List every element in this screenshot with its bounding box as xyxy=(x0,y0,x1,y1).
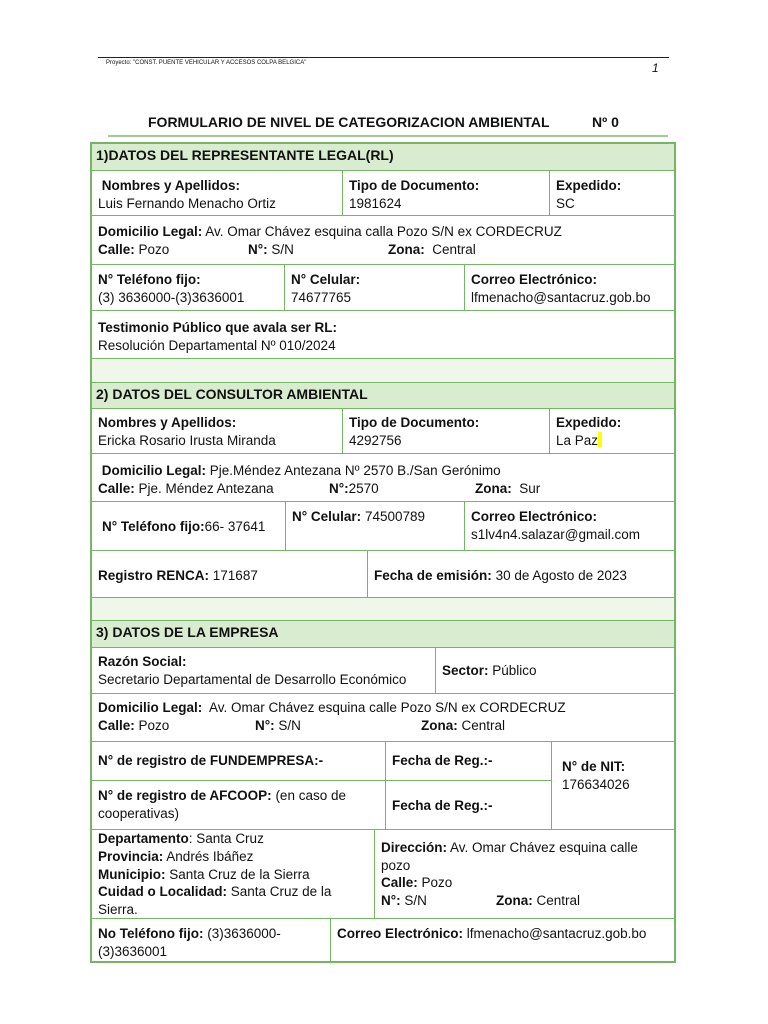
form-table xyxy=(90,142,676,963)
consultant-name-cell xyxy=(92,408,342,453)
consultant-zona-value: Sur xyxy=(519,480,541,496)
emission-date-cell xyxy=(367,550,674,597)
consultant-dom-label: Domicilio Legal: xyxy=(101,463,207,478)
rl-email-value: lfmenacho@santacruz.gob.bo xyxy=(471,289,651,305)
consultant-email-cell xyxy=(464,501,674,550)
direccion-cell xyxy=(374,829,674,918)
company-num-value: S/N xyxy=(278,717,301,733)
company-tel-label: No Teléfono fijo: xyxy=(98,926,204,941)
company-calle-label: Calle: xyxy=(98,717,135,733)
razon-label: Razón Social: xyxy=(98,654,187,669)
rl-exp-value: SC xyxy=(556,195,575,211)
company-email-cell xyxy=(330,918,674,963)
section2-header: 2) DATOS DEL CONSULTOR AMBIENTAL xyxy=(92,382,674,408)
consultant-email-label: Correo Electrónico: xyxy=(471,509,598,524)
rl-num-label: N°: xyxy=(248,241,268,257)
renca-label: Registro RENCA: xyxy=(98,568,210,583)
emission-date-value: 30 de Agosto de 2023 xyxy=(495,568,627,583)
rl-test-label: Testimonio Público que avala ser RL: xyxy=(98,320,338,335)
consultant-calle-label: Calle: xyxy=(98,480,135,496)
renca-value: 171687 xyxy=(212,568,258,583)
rl-doc-cell xyxy=(342,170,549,215)
consultant-exp-label: Expedido: xyxy=(556,415,622,430)
company-tel-cell xyxy=(92,918,330,963)
rl-dom-value: Av. Omar Chávez esquina calla Pozo S/N ex CORDECRUZ xyxy=(205,224,562,239)
consultant-tel-label: N° Teléfono fijo: xyxy=(102,519,205,534)
afcoop-note: (en caso de cooperativas) xyxy=(98,788,346,821)
rl-calle-value: Pozo xyxy=(138,241,170,257)
rl-tel-cell xyxy=(92,264,284,310)
depto-value: : Santa Cruz xyxy=(188,831,264,846)
consultant-zona-label: Zona: xyxy=(475,480,512,496)
nit-label: N° de NIT: xyxy=(562,759,626,774)
header-rule xyxy=(98,57,669,58)
zona2-label: Zona: xyxy=(496,892,533,908)
rl-num-value: S/N xyxy=(271,241,294,257)
rl-name-cell xyxy=(92,170,342,215)
sector-cell xyxy=(435,647,674,693)
consultant-name-label: Nombres y Apellidos: xyxy=(98,415,237,430)
afcoop-cell xyxy=(92,780,385,829)
fundempresa-label: N° de registro de FUNDEMPRESA:- xyxy=(98,753,324,768)
muni-label: Municipio: xyxy=(98,866,166,882)
rl-cel-value: 74677765 xyxy=(291,289,352,305)
rl-tel-value: (3) 3636000-(3)3636001 xyxy=(98,289,245,305)
blank-row-2 xyxy=(92,597,674,620)
consultant-name-value: Ericka Rosario Irusta Miranda xyxy=(98,432,276,448)
rl-doc-label: Tipo de Documento: xyxy=(349,178,480,193)
consultant-cel-label: N° Celular: xyxy=(292,509,362,524)
rl-name-label: Nombres y Apellidos: xyxy=(101,178,241,193)
razon-value: Secretario Departamental de Desarrollo Económico xyxy=(98,671,407,687)
section1-header: 1)DATOS DEL REPRESENTANTE LEGAL(RL) xyxy=(92,144,674,170)
emission-date-label: Fecha de emisión: xyxy=(374,568,492,583)
reg-date-1-cell xyxy=(385,741,551,780)
rl-zona-value: Central xyxy=(432,241,476,257)
rl-cel-cell xyxy=(284,264,464,310)
consultant-doc-label: Tipo de Documento: xyxy=(349,415,480,430)
sector-label: Sector: xyxy=(442,663,489,678)
rl-name-value: Luis Fernando Menacho Ortiz xyxy=(98,195,276,211)
company-dom-value: Av. Omar Chávez esquina calle Pozo S/N ex CORDECRUZ xyxy=(209,700,566,715)
rl-exp-cell xyxy=(549,170,674,215)
calle2-label: Calle: xyxy=(381,875,418,890)
consultant-tel-cell xyxy=(92,501,285,550)
consultant-dom-value: Pje.Méndez Antezana Nº 2570 B./San Gerónimo xyxy=(209,463,501,478)
fundempresa-cell xyxy=(92,741,385,780)
section3-header: 3) DATOS DE LA EMPRESA xyxy=(92,620,674,647)
company-zona-label: Zona: xyxy=(421,717,458,733)
rl-exp-label: Expedido: xyxy=(556,178,622,193)
form-title: FORMULARIO DE NIVEL DE CATEGORIZACION AMBIENTAL xyxy=(148,114,550,130)
reg-date-1-label: Fecha de Reg.:- xyxy=(392,753,493,768)
consultant-calle-value: Pje. Méndez Antezana xyxy=(138,480,274,496)
consultant-email-value: s1lv4n4.salazar@gmail.com xyxy=(471,526,641,542)
consultant-cel-cell xyxy=(285,501,464,550)
reg-date-2-label: Fecha de Reg.:- xyxy=(392,798,493,813)
ciudad-label: Cuidad o Localidad: xyxy=(98,884,228,900)
prov-label: Provincia: xyxy=(98,848,164,864)
rl-dom-label: Domicilio Legal: xyxy=(98,224,203,239)
zona2-value: Central xyxy=(536,892,581,908)
razon-social-cell xyxy=(92,647,435,693)
company-num-label: N°: xyxy=(255,717,275,733)
rl-email-label: Correo Electrónico: xyxy=(471,272,598,287)
title-rule xyxy=(108,135,668,137)
consultant-num-value: 2570 xyxy=(348,480,379,496)
dir-label: Dirección: xyxy=(381,840,448,855)
calle2-value: Pozo xyxy=(421,875,453,890)
num2-label: N°: xyxy=(381,892,401,908)
consultant-exp-cell xyxy=(549,408,674,453)
consultant-domicile-cell xyxy=(92,453,674,501)
rl-cel-label: N° Celular: xyxy=(291,272,361,287)
form-number: Nº 0 xyxy=(592,114,619,130)
company-dom-label: Domicilio Legal: xyxy=(98,700,203,715)
rl-domicile-cell xyxy=(92,215,674,264)
prov-value: Andrés Ibáñez xyxy=(166,848,254,864)
blank-row-1 xyxy=(92,358,674,382)
company-calle-value: Pozo xyxy=(138,717,170,733)
ciudad-value: Santa Cruz de la Sierra. xyxy=(98,884,332,918)
sector-value: Público xyxy=(492,663,537,678)
rl-email-cell xyxy=(464,264,674,310)
depto-label: Departamento xyxy=(98,831,189,846)
company-email-label: Correo Electrónico: xyxy=(337,926,464,941)
project-header: Proyecto: "CONST. PUENTE VEHICULAR Y ACCESOS COLPA BELGICA" xyxy=(106,60,307,66)
rl-testimony-cell xyxy=(92,310,674,358)
nit-cell xyxy=(551,741,674,829)
company-zona-value: Central xyxy=(461,717,506,733)
page-number: 1 xyxy=(652,61,659,75)
muni-value: Santa Cruz de la Sierra xyxy=(169,866,310,882)
location-cell xyxy=(92,829,374,918)
rl-zona-label: Zona: xyxy=(388,241,425,257)
num2-value: S/N xyxy=(404,892,427,908)
consultant-exp-value: La Paz xyxy=(556,432,599,448)
rl-doc-value: 1981624 xyxy=(349,195,402,211)
rl-tel-label: N° Teléfono fijo: xyxy=(98,272,201,287)
rl-calle-label: Calle: xyxy=(98,241,135,257)
company-tel-value: (3)3636000-(3)3636001 xyxy=(98,926,281,959)
consultant-doc-value: 4292756 xyxy=(349,432,402,448)
dir-value: Av. Omar Chávez esquina calle pozo xyxy=(381,840,638,873)
company-email-value: lfmenacho@santacruz.gob.bo xyxy=(466,926,647,941)
afcoop-label: N° de registro de AFCOOP: xyxy=(98,788,272,803)
nit-value: 176634026 xyxy=(562,776,630,792)
company-domicile-cell xyxy=(92,693,674,741)
consultant-doc-cell xyxy=(342,408,549,453)
consultant-tel-value: 66- 37641 xyxy=(204,519,266,534)
consultant-num-label: N°: xyxy=(329,480,349,496)
renca-cell xyxy=(92,550,367,597)
consultant-cel-value: 74500789 xyxy=(364,509,426,524)
highlight-mark xyxy=(598,432,602,447)
rl-test-value: Resolución Departamental Nº 010/2024 xyxy=(98,337,336,353)
reg-date-2-cell xyxy=(385,780,551,829)
